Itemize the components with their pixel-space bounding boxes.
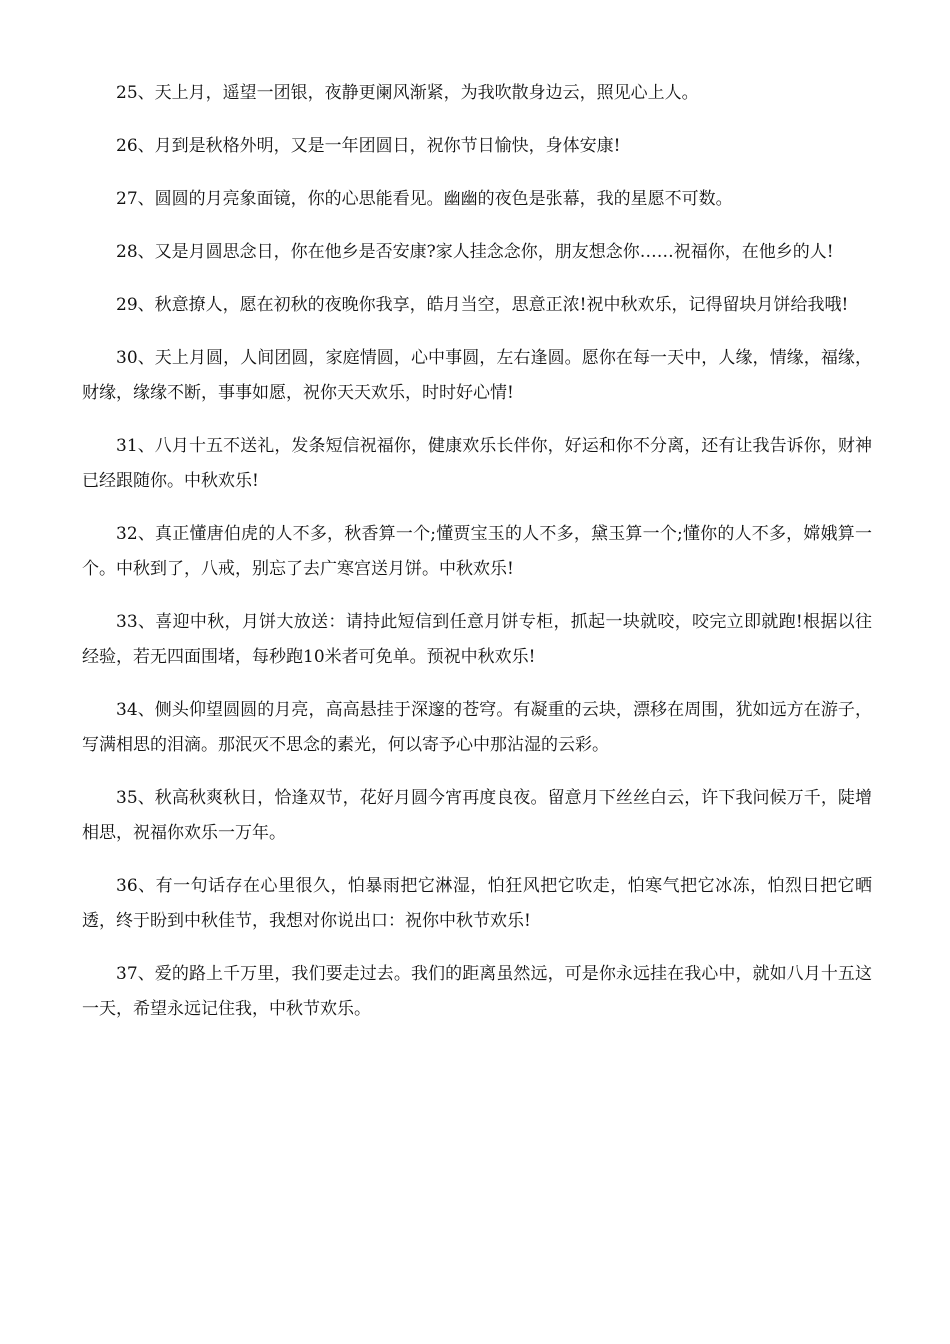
- paragraph-29: 29、秋意撩人，愿在初秋的夜晚你我享，皓月当空，思意正浓!祝中秋欢乐，记得留块月饼给我哦!: [116, 295, 849, 315]
- paragraph-31: 31、八月十五不送礼，发条短信祝福你，健康欢乐长伴你，好运和你不分离，还有让我告诉你，财神已经跟随你。中秋欢乐!: [82, 436, 872, 491]
- paragraph-28: 28、又是月圆思念日，你在他乡是否安康?家人挂念念你，朋友想念你……祝福你，在他乡的人!: [116, 242, 834, 262]
- paragraph-36: 36、有一句话存在心里很久，怕暴雨把它淋湿，怕狂风把它吹走，怕寒气把它冰冻，怕烈日把它晒透，终于盼到中秋佳节，我想对你说出口：祝你中秋节欢乐!: [82, 876, 872, 931]
- paragraph-37: 37、爱的路上千万里，我们要走过去。我们的距离虽然远，可是你永远挂在我心中，就如八月十五这一天，希望永远记住我，中秋节欢乐。: [82, 964, 872, 1019]
- paragraph-26: 26、月到是秋格外明，又是一年团圆日，祝你节日愉快，身体安康!: [116, 136, 621, 156]
- paragraph-25: 25、天上月，遥望一团银，夜静更阑风渐紧，为我吹散身边云，照见心上人。: [116, 83, 699, 103]
- paragraph-27: 27、圆圆的月亮象面镜，你的心思能看见。幽幽的夜色是张幕，我的星愿不可数。: [116, 189, 733, 209]
- paragraph-35: 35、秋高秋爽秋日，恰逢双节，花好月圆今宵再度良夜。留意月下丝丝白云，许下我问候万千，陡增相思，祝福你欢乐一万年。: [82, 788, 872, 843]
- document-body: [82, 76, 872, 1045]
- paragraph-34: 34、侧头仰望圆圆的月亮，高高悬挂于深邃的苍穹。有凝重的云块，漂移在周围，犹如远方在游子，写满相思的泪滴。那泯灭不思念的素光，何以寄予心中那沾湿的云彩。: [82, 700, 872, 755]
- paragraph-32: 32、真正懂唐伯虎的人不多，秋香算一个;懂贾宝玉的人不多，黛玉算一个;懂你的人不多，嫦娥算一个。中秋到了，八戒，别忘了去广寒宫送月饼。中秋欢乐!: [82, 524, 872, 579]
- paragraph-33: 33、喜迎中秋，月饼大放送：请持此短信到任意月饼专柜，抓起一块就咬，咬完立即就跑!根据以往经验，若无四面围堵，每秒跑10米者可免单。预祝中秋欢乐!: [82, 612, 872, 667]
- paragraph-30: 30、天上月圆，人间团圆，家庭情圆，心中事圆，左右逢圆。愿你在每一天中，人缘，情缘，福缘，财缘，缘缘不断，事事如愿，祝你天天欢乐，时时好心情!: [82, 348, 872, 403]
